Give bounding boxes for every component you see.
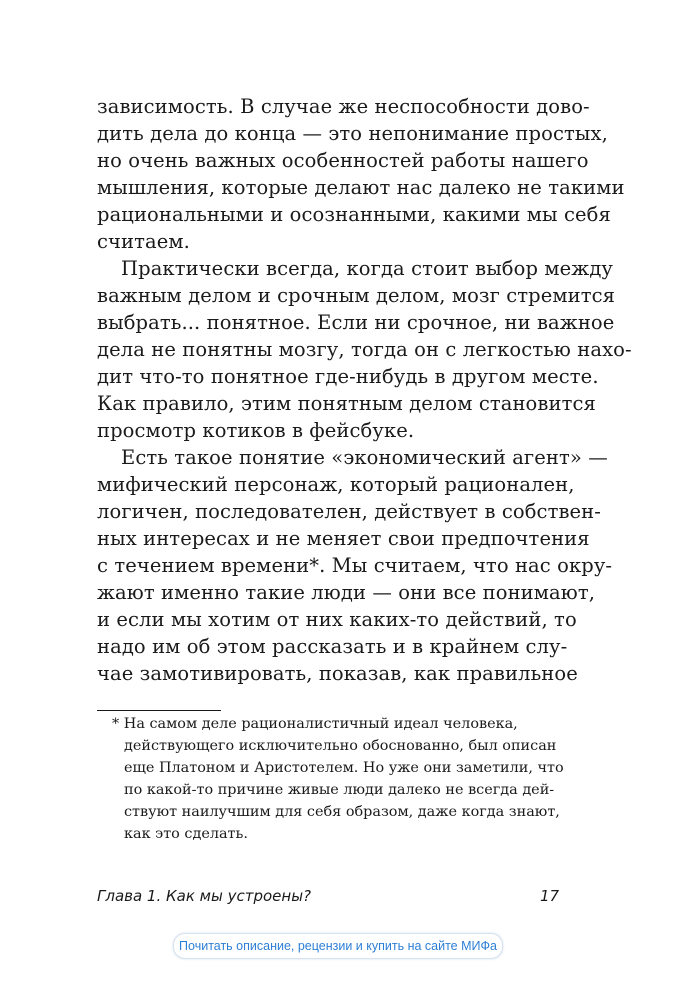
body-line: рациональными и осознанными, какими мы себя: [97, 203, 611, 226]
footnote-line: действующего исключительно обоснованно, был описан: [124, 738, 557, 754]
body-line: логичен, последователен, действует в собствен-: [97, 500, 601, 523]
buy-on-mif-link[interactable]: Почитать описание, рецензии и купить на сайте МИФа: [173, 933, 503, 959]
footnote-line: как это сделать.: [124, 826, 248, 842]
body-line: выбрать... понятное. Если ни срочное, ни важное: [97, 311, 615, 334]
body-line: дить дела до конца — это непонимание простых,: [97, 122, 608, 145]
running-footer-chapter: Глава 1. Как мы устроены?: [97, 887, 312, 905]
body-line: Как правило, этим понятным делом становится: [97, 392, 596, 415]
body-line: дит что-то понятное где-нибудь в другом месте.: [97, 365, 599, 388]
body-line: жают именно такие люди — они все понимают,: [97, 581, 596, 604]
footnote-line: по какой-то причине живые люди далеко не всегда дей-: [124, 782, 555, 798]
page-number: 17: [540, 887, 560, 905]
body-line: с течением времени*. Мы считаем, что нас окру-: [97, 554, 613, 577]
body-line: мышления, которые делают нас далеко не такими: [97, 176, 625, 199]
footnote-divider: [97, 710, 221, 711]
footnote-line: еще Платоном и Аристотелем. Но уже они заметили, что: [124, 760, 564, 776]
body-line: Практически всегда, когда стоит выбор между: [121, 257, 613, 280]
body-line: считаем.: [97, 230, 190, 253]
body-line: и если мы хотим от них каких-то действий, то: [97, 608, 577, 631]
body-line: дела не понятны мозгу, тогда он с легкостью нахо-: [97, 338, 632, 361]
footnote-line: * На самом деле рационалистичный идеал человека,: [112, 716, 518, 732]
body-line: Есть такое понятие «экономический агент» —: [121, 446, 608, 469]
footnote-line: ствуют наилучшим для себя образом, даже когда знают,: [124, 804, 560, 820]
body-line: надо им об этом рассказать и в крайнем слу-: [97, 635, 568, 658]
body-line: важным делом и срочным делом, мозг стремится: [97, 284, 616, 307]
body-line: просмотр котиков в фейсбуке.: [97, 419, 415, 442]
body-line: чае замотивировать, показав, как правильное: [97, 662, 578, 685]
body-line: но очень важных особенностей работы нашего: [97, 149, 589, 172]
body-line: ных интересах и не меняет свои предпочтения: [97, 527, 590, 550]
body-line: зависимость. В случае же неспособности дово-: [97, 95, 590, 118]
body-line: мифический персонаж, который рационален,: [97, 473, 575, 496]
